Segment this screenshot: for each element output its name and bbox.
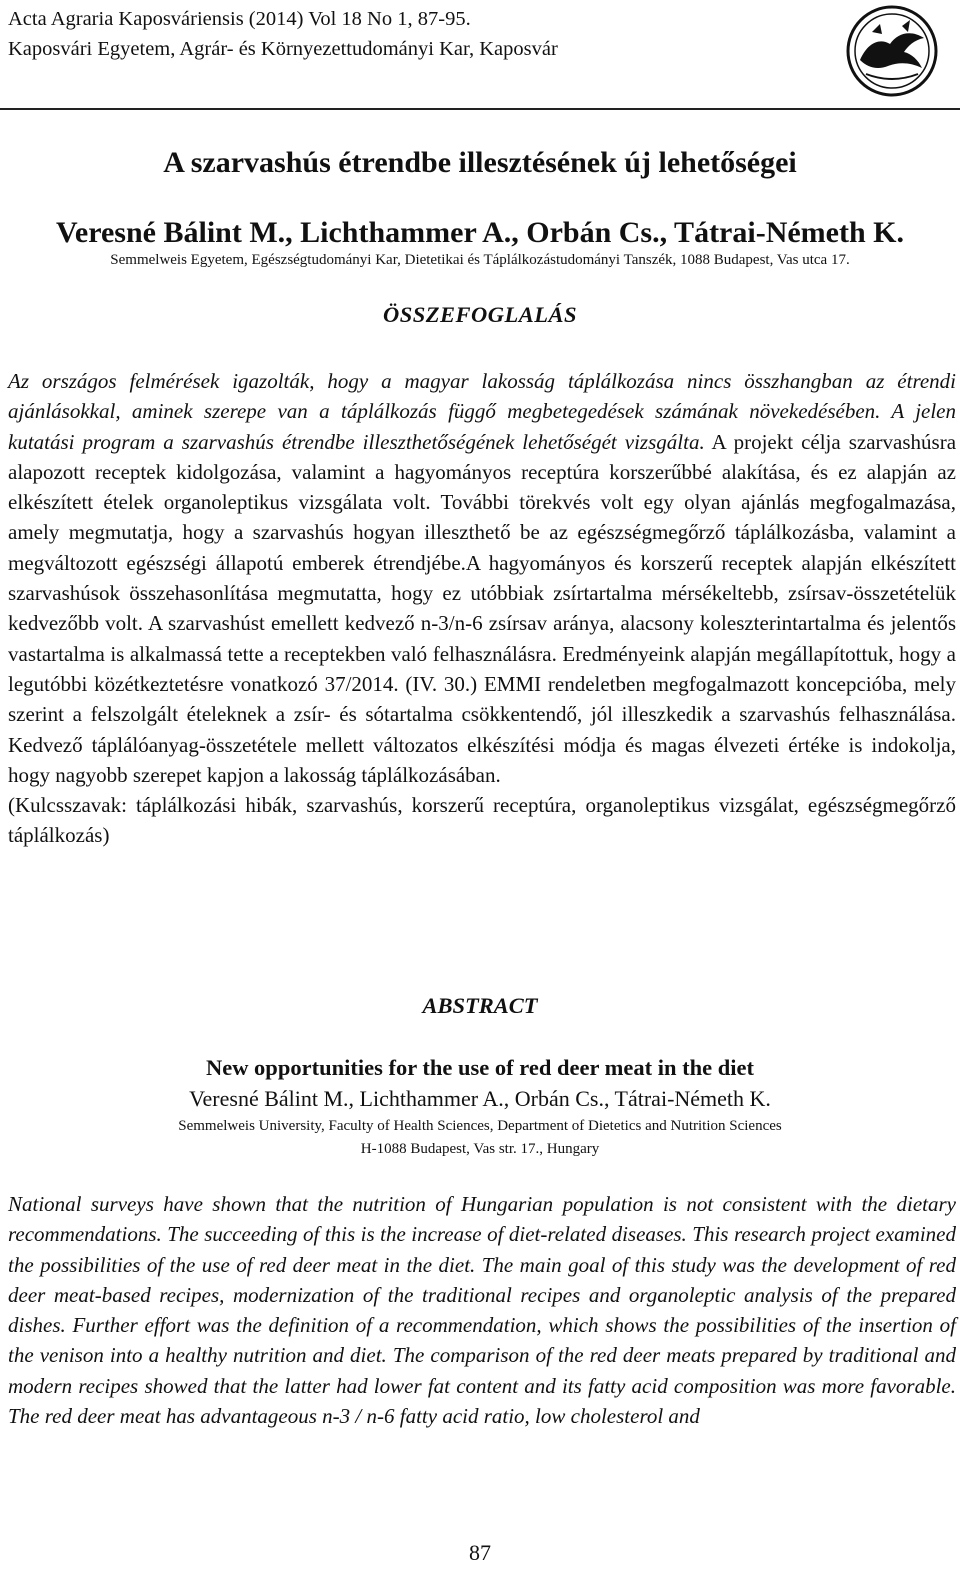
affiliation-en bbox=[0, 1115, 960, 1161]
keywords-hu: (Kulcsszavak: táplálkozási hibák, szarvashús, korszerű receptúra, organoleptikus vizsgálat, egészségmegőrző táplálkozás) bbox=[8, 793, 956, 848]
authors-hu: Veresné Bálint M., Lichthammer A., Orbán Cs., Tátrai-Németh K. bbox=[55, 216, 904, 249]
affiliation-en-line1: Semmelweis University, Faculty of Health Sciences, Department of Dietetics and Nutrition Sciences bbox=[178, 1118, 782, 1134]
authors-en: Veresné Bálint M., Lichthammer A., Orbán Cs., Tátrai-Németh K. bbox=[189, 1086, 771, 1111]
university-seal-icon bbox=[832, 2, 952, 100]
summary-hu-text: A projekt célja szarvashúsra alapozott receptek kidolgozása, valamint a hagyományos receptúra korszerűbbé alakítása, és ez alapján az elkészített ételek organoleptikus vizsgálata volt. További törekvés volt egy olyan ajánlás megfogalmazása, amely megmutatja, hogy a szarvashús hogyan illeszthető be az egészségmegőrző táplálkozásba, valamint a megváltozott egészségi állapotú emberek étrendjébe.A hagyományos és korszerű receptek alapján elkészített szarvashúsok összehasonlítása megmutatta, hogy ez utóbbiak zsírtartalma mérsékeltebb, zsírsav-összetételük kedvezőbb volt. A szarvashúst emellett kedvező n-3/n-6 zsírsav aránya, alacsony koleszterintartalma és jelentős vastartalma is alkalmassá tette a receptekben való felhasználásra. Eredményeink alapján megállapítottuk, hogy a legutóbbi közétkeztetésre vonatkozó 37/2014. (IV. 30.) EMMI rendeletben megfogalmazott koncepcióba, mely szerint a felszolgált ételeknek a zsír- és sótartalma csökkentendő, jól illeszkedik a szarvashús felhasználása. Kedvező táplálóanyag-összetétele mellett változatos elkészítési módja és magas élvezeti értéke is indokolja, hogy nagyobb szerepet kapjon a lakosság táplálkozásában. bbox=[8, 429, 957, 787]
affiliation-en-line2: H-1088 Budapest, Vas str. 17., Hungary bbox=[360, 1141, 600, 1157]
page-number: 87 bbox=[469, 1540, 491, 1565]
section-heading-abstract: ABSTRACT bbox=[422, 993, 538, 1018]
journal-citation: Acta Agraria Kaposváriensis (2014) Vol 18 No 1, 87-95. bbox=[8, 8, 471, 30]
journal-header bbox=[8, 4, 558, 64]
paper-title-hu: A szarvashús étrendbe illesztésének új lehetőségei bbox=[163, 146, 797, 179]
affiliation-hu: Semmelweis Egyetem, Egészségtudományi Kar, Dietetikai és Táplálkozástudományi Tanszék, 1088 Budapest, Vas utca 17. bbox=[110, 252, 850, 268]
summary-hu bbox=[8, 366, 956, 851]
summary-hu-italic: Az országos felmérések igazolták, hogy a magyar lakosság táplálkozása nincs összhangban az étrendi ajánlásokkal, aminek szerepe van a táplálkozás függő megbetegedések számának növekedésében. A jelen kutatási program a szarvashús étrendbe illeszthetőségének lehetőségét vizsgálta. bbox=[8, 369, 956, 454]
paper-title-en: New opportunities for the use of red deer meat in the diet bbox=[205, 1055, 755, 1080]
abstract-en: National surveys have shown that the nutrition of Hungarian population is not consistent with the dietary recommendations. The succeeding of this is the increase of diet-related diseases. This research project examined the possibilities of the use of red deer meat in the diet. The main goal of this study was the development of red deer meat-based recipes, modernization of the traditional recipes and organoleptic analysis of the prepared dishes. Further effort was the definition of a recommendation, which shows the possibilities of the insertion of the venison into a healthy nutrition and diet. The comparison of the red deer meats prepared by traditional and modern recipes showed that the latter had lower fat content and its fatty acid composition was more favorable. The red deer meat has advantageous n-3 / n-6 fatty acid ratio, low cholesterol and bbox=[8, 1192, 956, 1429]
journal-institution: Kaposvári Egyetem, Agrár- és Környezettudományi Kar, Kaposvár bbox=[8, 38, 558, 60]
section-heading-summary: ÖSSZEFOGLALÁS bbox=[382, 302, 578, 327]
header-divider bbox=[0, 108, 960, 110]
